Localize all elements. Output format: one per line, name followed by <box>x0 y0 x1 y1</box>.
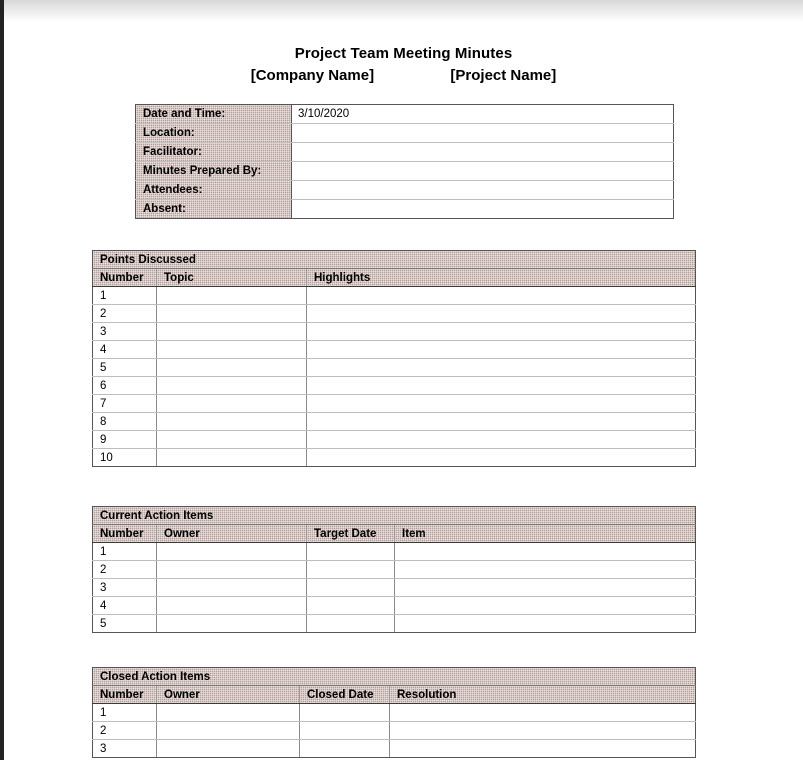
table-row <box>93 377 696 395</box>
project-name-placeholder: [Project Name] <box>450 67 557 84</box>
closed-row-resolution[interactable] <box>390 722 696 740</box>
table-row <box>93 704 696 722</box>
table-row <box>93 395 696 413</box>
closed-header-owner: Owner <box>157 686 300 704</box>
points-row-topic[interactable] <box>157 359 307 377</box>
table-row <box>136 162 674 181</box>
table-row <box>93 413 696 431</box>
table-row <box>93 305 696 323</box>
closed-row-number: 1 <box>93 704 157 722</box>
points-row-topic[interactable] <box>157 395 307 413</box>
left-edge-strip <box>0 0 4 760</box>
points-row-topic[interactable] <box>157 305 307 323</box>
subtitle-row <box>4 66 803 85</box>
current-row-owner[interactable] <box>157 615 307 633</box>
title-block <box>4 44 803 85</box>
current-row-item[interactable] <box>395 597 696 615</box>
current-action-items-body <box>93 507 696 633</box>
closed-row-closed-date[interactable] <box>300 740 390 758</box>
table-row <box>136 105 674 124</box>
table-row <box>93 323 696 341</box>
current-row-target-date[interactable] <box>307 597 395 615</box>
current-row-number: 3 <box>93 579 157 597</box>
table-row <box>136 200 674 219</box>
current-action-items-table <box>92 506 696 633</box>
points-discussed-body <box>93 251 696 467</box>
points-row-number: 10 <box>93 449 157 467</box>
points-row-highlights[interactable] <box>307 359 696 377</box>
points-row-highlights[interactable] <box>307 449 696 467</box>
points-row-highlights[interactable] <box>307 341 696 359</box>
points-row-topic[interactable] <box>157 449 307 467</box>
current-row-owner[interactable] <box>157 597 307 615</box>
points-row-highlights[interactable] <box>307 287 696 305</box>
points-discussed-table <box>92 250 696 467</box>
table-header-row <box>93 269 696 287</box>
current-header-target-date: Target Date <box>307 525 395 543</box>
current-row-owner[interactable] <box>157 579 307 597</box>
current-row-target-date[interactable] <box>307 615 395 633</box>
points-row-topic[interactable] <box>157 377 307 395</box>
company-name-placeholder: [Company Name] <box>250 67 375 84</box>
current-row-owner[interactable] <box>157 543 307 561</box>
table-row <box>93 722 696 740</box>
points-row-number: 7 <box>93 395 157 413</box>
info-label-attendees: Attendees: <box>136 181 292 200</box>
table-row <box>93 431 696 449</box>
current-row-target-date[interactable] <box>307 561 395 579</box>
points-row-highlights[interactable] <box>307 305 696 323</box>
current-row-number: 1 <box>93 543 157 561</box>
closed-action-items-body <box>93 668 696 758</box>
closed-row-closed-date[interactable] <box>300 722 390 740</box>
table-caption-row <box>93 251 696 269</box>
closed-row-number: 2 <box>93 722 157 740</box>
current-header-number: Number <box>93 525 157 543</box>
current-row-number: 4 <box>93 597 157 615</box>
points-row-topic[interactable] <box>157 323 307 341</box>
points-row-topic[interactable] <box>157 287 307 305</box>
closed-row-owner[interactable] <box>157 740 300 758</box>
closed-header-resolution: Resolution <box>390 686 696 704</box>
points-row-number: 2 <box>93 305 157 323</box>
current-row-owner[interactable] <box>157 561 307 579</box>
table-row <box>136 124 674 143</box>
closed-action-items-table <box>92 667 696 758</box>
current-header-owner: Owner <box>157 525 307 543</box>
current-row-item[interactable] <box>395 561 696 579</box>
table-row <box>93 341 696 359</box>
closed-header-closed-date: Closed Date <box>300 686 390 704</box>
closed-row-closed-date[interactable] <box>300 704 390 722</box>
points-header-number: Number <box>93 269 157 287</box>
table-row <box>93 359 696 377</box>
closed-row-owner[interactable] <box>157 722 300 740</box>
table-row <box>93 615 696 633</box>
table-header-row <box>93 525 696 543</box>
table-caption-row <box>93 668 696 686</box>
points-row-number: 4 <box>93 341 157 359</box>
points-row-number: 3 <box>93 323 157 341</box>
points-row-topic[interactable] <box>157 431 307 449</box>
table-row <box>136 143 674 162</box>
points-row-highlights[interactable] <box>307 431 696 449</box>
table-row <box>93 579 696 597</box>
current-row-number: 2 <box>93 561 157 579</box>
table-caption-row <box>93 507 696 525</box>
info-label-absent: Absent: <box>136 200 292 219</box>
info-value-facilitator[interactable] <box>292 143 674 162</box>
info-value-attendees[interactable] <box>292 181 674 200</box>
points-row-highlights[interactable] <box>307 377 696 395</box>
info-value-location[interactable] <box>292 124 674 143</box>
current-action-items-caption: Current Action Items <box>93 507 696 525</box>
points-discussed-caption: Points Discussed <box>93 251 696 269</box>
info-value-absent[interactable] <box>292 200 674 219</box>
info-label-facilitator: Facilitator: <box>136 143 292 162</box>
points-row-topic[interactable] <box>157 413 307 431</box>
info-label-minutes-prepared-by: Minutes Prepared By: <box>136 162 292 181</box>
points-row-number: 8 <box>93 413 157 431</box>
closed-row-resolution[interactable] <box>390 704 696 722</box>
points-row-highlights[interactable] <box>307 413 696 431</box>
points-row-number: 6 <box>93 377 157 395</box>
current-header-item: Item <box>395 525 696 543</box>
info-label-date-and-time: Date and Time: <box>136 105 292 124</box>
table-row <box>93 597 696 615</box>
page-title: Project Team Meeting Minutes <box>294 45 513 62</box>
points-header-highlights: Highlights <box>307 269 696 287</box>
document-body <box>4 0 803 760</box>
table-header-row <box>93 686 696 704</box>
points-row-topic[interactable] <box>157 341 307 359</box>
current-row-item[interactable] <box>395 579 696 597</box>
current-row-target-date[interactable] <box>307 579 395 597</box>
meeting-info-table <box>135 104 674 219</box>
table-row <box>93 287 696 305</box>
current-row-item[interactable] <box>395 615 696 633</box>
closed-row-number: 3 <box>93 740 157 758</box>
table-row <box>93 561 696 579</box>
closed-row-resolution[interactable] <box>390 740 696 758</box>
current-row-item[interactable] <box>395 543 696 561</box>
info-label-location: Location: <box>136 124 292 143</box>
points-row-number: 5 <box>93 359 157 377</box>
points-header-topic: Topic <box>157 269 307 287</box>
points-row-number: 1 <box>93 287 157 305</box>
points-row-number: 9 <box>93 431 157 449</box>
table-row <box>136 181 674 200</box>
table-row <box>93 543 696 561</box>
points-row-highlights[interactable] <box>307 395 696 413</box>
current-row-number: 5 <box>93 615 157 633</box>
current-row-target-date[interactable] <box>307 543 395 561</box>
closed-action-items-caption: Closed Action Items <box>93 668 696 686</box>
meeting-info-body <box>136 105 674 219</box>
closed-header-number: Number <box>93 686 157 704</box>
table-row <box>93 740 696 758</box>
closed-row-owner[interactable] <box>157 704 300 722</box>
table-row <box>93 449 696 467</box>
info-value-date-and-time[interactable]: 3/10/2020 <box>292 105 674 124</box>
points-row-highlights[interactable] <box>307 323 696 341</box>
info-value-minutes-prepared-by[interactable] <box>292 162 674 181</box>
